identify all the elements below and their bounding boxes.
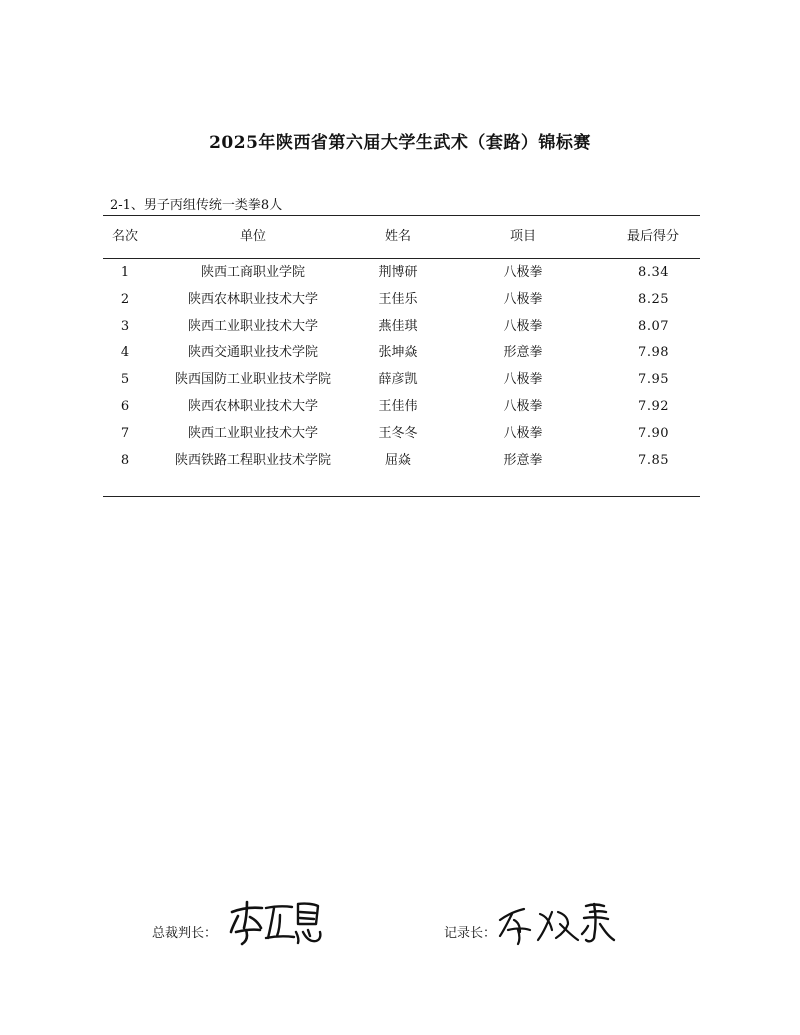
document-title: 2025年陕西省第六届大学生武术（套路）锦标赛 — [209, 133, 591, 153]
cell-unit: 陕西工业职业技术大学 — [187, 425, 318, 441]
header-rank: 名次 — [111, 229, 138, 244]
cell-event: 形意拳 — [503, 452, 543, 468]
cell-score: 7.95 — [638, 372, 669, 388]
cell-rank: 6 — [120, 399, 130, 414]
cell-name: 王佳伟 — [378, 399, 418, 414]
cell-rank: 2 — [120, 291, 130, 307]
cell-event: 八极拳 — [503, 318, 543, 334]
cell-name: 王佳乐 — [378, 291, 418, 307]
cell-name: 荆博研 — [378, 265, 418, 280]
chief-referee-signature — [228, 898, 323, 946]
cell-unit: 陕西铁路工程职业技术学院 — [174, 452, 331, 468]
cell-name: 张坤焱 — [378, 345, 418, 361]
recorder-label: 记录长： — [444, 926, 497, 941]
cell-event: 八极拳 — [503, 291, 543, 307]
cell-rank: 7 — [120, 425, 130, 441]
cell-score: 7.98 — [638, 345, 669, 361]
cell-rank: 4 — [120, 345, 130, 361]
cell-score: 7.90 — [638, 425, 669, 441]
cell-score: 7.85 — [638, 452, 669, 468]
table-row — [103, 314, 700, 340]
table-row — [103, 421, 700, 447]
cell-rank: 5 — [120, 372, 130, 388]
table-row — [103, 394, 700, 420]
cell-unit: 陕西交通职业技术学院 — [187, 345, 318, 361]
cell-rank: 3 — [120, 318, 130, 334]
header-name: 姓名 — [384, 229, 411, 244]
table-row — [103, 340, 700, 366]
cell-name: 屈焱 — [384, 452, 411, 468]
cell-score: 7.92 — [638, 399, 669, 414]
cell-name: 燕佳琪 — [378, 318, 418, 334]
cell-event: 八极拳 — [503, 265, 543, 280]
cell-event: 八极拳 — [503, 372, 543, 388]
cell-rank: 1 — [120, 265, 130, 280]
table-row — [103, 448, 700, 474]
cell-event: 八极拳 — [503, 425, 543, 441]
cell-name: 薛彦凯 — [378, 372, 418, 388]
table-row — [103, 260, 700, 286]
header-score: 最后得分 — [626, 229, 679, 244]
group-subtitle: 2-1、男子丙组传统一类拳8人 — [110, 198, 283, 213]
cell-unit: 陕西工商职业学院 — [200, 265, 305, 280]
table-row — [103, 367, 700, 393]
cell-name: 王冬冬 — [378, 425, 418, 441]
cell-unit: 陕西工业职业技术大学 — [187, 318, 318, 334]
cell-score: 8.34 — [638, 265, 669, 280]
recorder-signature — [494, 900, 619, 948]
cell-event: 形意拳 — [503, 345, 543, 361]
header-event: 项目 — [509, 229, 536, 244]
chief-referee-label: 总裁判长： — [152, 926, 218, 941]
cell-score: 8.25 — [638, 291, 669, 307]
table-header-row — [103, 224, 700, 250]
cell-event: 八极拳 — [503, 399, 543, 414]
cell-score: 8.07 — [638, 318, 669, 334]
cell-unit: 陕西国防工业职业技术学院 — [174, 372, 331, 388]
table-header-rule — [103, 258, 700, 259]
table-top-rule — [103, 215, 700, 216]
cell-unit: 陕西农林职业技术大学 — [187, 291, 318, 307]
cell-rank: 8 — [120, 452, 130, 468]
cell-unit: 陕西农林职业技术大学 — [187, 399, 318, 414]
header-unit: 单位 — [239, 229, 266, 244]
table-bottom-rule — [103, 496, 700, 497]
table-row — [103, 287, 700, 313]
